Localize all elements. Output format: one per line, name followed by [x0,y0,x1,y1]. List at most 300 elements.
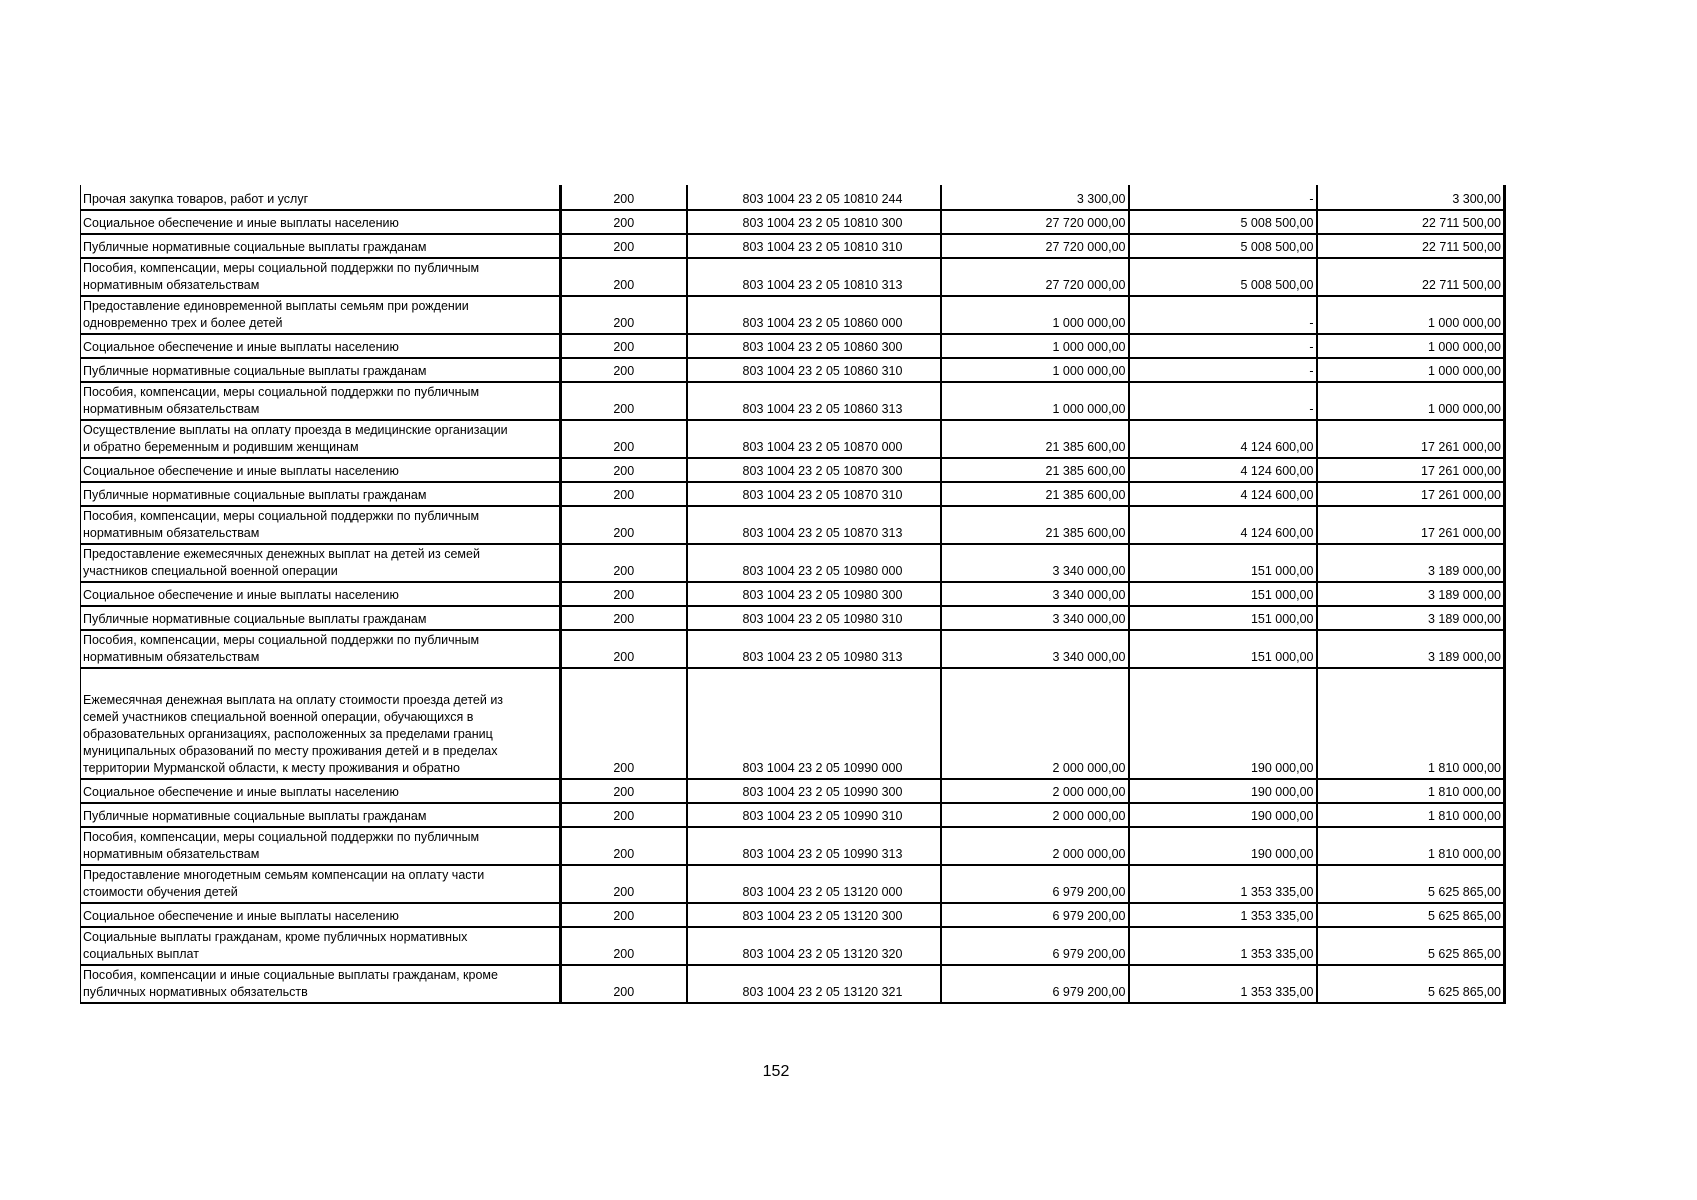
row-plan-amount-text: 6 979 200,00 [1052,947,1126,961]
row-executed-amount [1129,506,1317,544]
row-remaining-amount [1317,827,1505,865]
row-kbk [687,420,941,458]
row-remaining-amount [1317,458,1505,482]
row-plan-amount-text: 2 000 000,00 [1052,809,1126,823]
row-code [561,210,687,234]
row-code [561,382,687,420]
row-code-text: 200 [613,985,635,999]
row-remaining-amount-text: 22 711 500,00 [1421,240,1501,254]
row-plan-amount [941,358,1129,382]
row-executed-amount [1129,258,1317,296]
row-plan-amount [941,382,1129,420]
row-kbk [687,234,941,258]
row-name [81,420,561,458]
row-executed-amount-text: - [1309,364,1314,378]
row-plan-amount-text: 1 000 000,00 [1052,364,1126,378]
row-code-text: 200 [613,216,635,230]
row-plan-amount-text: 2 000 000,00 [1052,761,1126,775]
row-remaining-amount [1317,382,1505,420]
table-row [81,334,1505,358]
row-executed-amount [1129,606,1317,630]
row-name [81,185,561,210]
row-code-text: 200 [613,761,635,775]
row-executed-amount-text: 1 353 335,00 [1240,909,1314,923]
row-name-text: Публичные нормативные социальные выплаты гражданам [83,364,427,378]
table-row [81,296,1505,334]
row-executed-amount-text: 190 000,00 [1250,809,1314,823]
row-name [81,544,561,582]
row-executed-amount [1129,927,1317,965]
row-remaining-amount-text: 3 189 000,00 [1428,564,1501,578]
row-plan-amount [941,630,1129,668]
row-kbk [687,506,941,544]
row-kbk-text: 803 1004 23 2 05 10980 313 [742,650,903,664]
row-code-text: 200 [613,316,635,330]
row-executed-amount [1129,827,1317,865]
row-kbk-text: 803 1004 23 2 05 10860 310 [742,364,903,378]
row-remaining-amount [1317,965,1505,1003]
row-kbk [687,779,941,803]
row-kbk-text: 803 1004 23 2 05 10990 313 [742,847,903,861]
row-plan-amount-text: 21 385 600,00 [1045,526,1126,540]
row-plan-amount [941,827,1129,865]
table-row [81,382,1505,420]
row-plan-amount [941,779,1129,803]
row-executed-amount [1129,234,1317,258]
row-kbk-text: 803 1004 23 2 05 10980 300 [742,588,903,602]
row-remaining-amount-text: 3 189 000,00 [1428,588,1501,602]
table-row [81,234,1505,258]
row-kbk-text: 803 1004 23 2 05 10870 300 [742,464,903,478]
row-executed-amount-text: 1 353 335,00 [1240,885,1314,899]
row-code-text: 200 [613,440,635,454]
row-executed-amount [1129,582,1317,606]
row-code [561,779,687,803]
row-kbk [687,582,941,606]
table-row [81,458,1505,482]
table-row [81,965,1505,1003]
row-executed-amount-text: 190 000,00 [1250,761,1314,775]
row-kbk-text: 803 1004 23 2 05 13120 300 [742,909,903,923]
row-remaining-amount [1317,185,1505,210]
row-name [81,258,561,296]
row-name-text: Публичные нормативные социальные выплаты гражданам [83,612,427,626]
row-remaining-amount [1317,630,1505,668]
row-code-text: 200 [613,588,635,602]
row-executed-amount [1129,458,1317,482]
table-row [81,482,1505,506]
row-remaining-amount [1317,544,1505,582]
row-executed-amount-text: - [1309,402,1314,416]
row-executed-amount-text: 5 008 500,00 [1240,216,1314,230]
row-kbk [687,803,941,827]
row-code [561,927,687,965]
row-executed-amount-text: 190 000,00 [1250,847,1314,861]
row-code [561,258,687,296]
row-name [81,865,561,903]
row-name-text: Предоставление многодетным семьям компенсации на оплату части стоимости обучения детей [83,868,485,899]
row-remaining-amount-text: 1 000 000,00 [1428,402,1501,416]
row-executed-amount-text: - [1309,340,1314,354]
table-row [81,506,1505,544]
row-executed-amount [1129,185,1317,210]
table-row [81,903,1505,927]
row-name [81,630,561,668]
table-row [81,630,1505,668]
row-kbk-text: 803 1004 23 2 05 10980 000 [742,564,903,578]
row-plan-amount-text: 3 340 000,00 [1052,612,1126,626]
row-code-text: 200 [613,526,635,540]
page-number: 152 [762,1063,790,1080]
row-plan-amount-text: 1 000 000,00 [1052,340,1126,354]
row-plan-amount-text: 6 979 200,00 [1052,885,1126,899]
row-code [561,668,687,779]
table-body [81,185,1505,1003]
row-name-text: Социальное обеспечение и иные выплаты населению [83,340,399,354]
row-remaining-amount [1317,803,1505,827]
row-plan-amount-text: 27 720 000,00 [1045,216,1126,230]
row-plan-amount [941,506,1129,544]
row-executed-amount-text: - [1309,192,1314,206]
row-plan-amount-text: 6 979 200,00 [1052,985,1126,999]
row-kbk-text: 803 1004 23 2 05 10990 000 [742,761,903,775]
row-kbk-text: 803 1004 23 2 05 10870 313 [742,526,903,540]
table-row [81,544,1505,582]
row-plan-amount [941,903,1129,927]
row-executed-amount-text: 1 353 335,00 [1240,947,1314,961]
table-row [81,779,1505,803]
row-code [561,334,687,358]
row-name [81,506,561,544]
row-name-text: Пособия, компенсации, меры социальной поддержки по публичным нормативным обязательствам [83,261,480,292]
row-kbk [687,358,941,382]
row-code-text: 200 [613,885,635,899]
table-row [81,210,1505,234]
row-plan-amount-text: 3 340 000,00 [1052,564,1126,578]
row-plan-amount [941,544,1129,582]
table-row [81,420,1505,458]
row-remaining-amount-text: 22 711 500,00 [1421,278,1501,292]
row-executed-amount-text: - [1309,316,1314,330]
row-remaining-amount-text: 1 000 000,00 [1428,364,1501,378]
row-code [561,827,687,865]
row-code [561,458,687,482]
row-kbk-text: 803 1004 23 2 05 13120 000 [742,885,903,899]
row-kbk-text: 803 1004 23 2 05 10990 310 [742,809,903,823]
row-remaining-amount-text: 1 000 000,00 [1428,340,1501,354]
table-row [81,668,1505,779]
row-plan-amount [941,334,1129,358]
row-code-text: 200 [613,809,635,823]
row-code [561,606,687,630]
row-executed-amount [1129,668,1317,779]
row-kbk-text: 803 1004 23 2 05 10870 000 [742,440,903,454]
row-remaining-amount-text: 1 810 000,00 [1428,761,1501,775]
row-remaining-amount [1317,927,1505,965]
row-remaining-amount-text: 3 189 000,00 [1428,650,1501,664]
row-executed-amount-text: 4 124 600,00 [1240,440,1314,454]
table-row [81,582,1505,606]
table-row [81,803,1505,827]
row-code [561,865,687,903]
row-name [81,803,561,827]
row-plan-amount [941,482,1129,506]
row-plan-amount-text: 1 000 000,00 [1052,316,1126,330]
row-code-text: 200 [613,364,635,378]
row-executed-amount-text: 151 000,00 [1250,650,1314,664]
row-name [81,382,561,420]
row-kbk-text: 803 1004 23 2 05 13120 320 [742,947,903,961]
row-plan-amount-text: 21 385 600,00 [1045,440,1126,454]
row-name-text: Публичные нормативные социальные выплаты гражданам [83,240,427,254]
row-plan-amount [941,296,1129,334]
row-plan-amount-text: 3 340 000,00 [1052,650,1126,664]
row-remaining-amount-text: 17 261 000,00 [1421,464,1501,478]
row-code-text: 200 [613,240,635,254]
row-executed-amount-text: 151 000,00 [1250,612,1314,626]
row-plan-amount [941,965,1129,1003]
row-plan-amount [941,258,1129,296]
row-kbk-text: 803 1004 23 2 05 10860 300 [742,340,903,354]
row-name [81,668,561,779]
row-name-text: Ежемесячная денежная выплата на оплату стоимости проезда детей из семей участников специальной военной операции, обучающихся в образовательных организациях, расположенных за пределами границ муниципальных образований по месту проживания детей и в пределах территории Мурманской области, к месту проживания и обратно [83,693,504,775]
row-executed-amount [1129,420,1317,458]
row-kbk-text: 803 1004 23 2 05 10810 244 [742,192,903,206]
row-remaining-amount-text: 1 810 000,00 [1428,809,1501,823]
row-name-text: Социальное обеспечение и иные выплаты населению [83,909,399,923]
row-remaining-amount [1317,296,1505,334]
row-plan-amount-text: 2 000 000,00 [1052,785,1126,799]
row-code-text: 200 [613,464,635,478]
row-remaining-amount-text: 17 261 000,00 [1421,488,1501,502]
row-code [561,420,687,458]
row-plan-amount [941,803,1129,827]
row-executed-amount [1129,296,1317,334]
row-name [81,927,561,965]
row-remaining-amount [1317,420,1505,458]
row-executed-amount [1129,334,1317,358]
row-code-text: 200 [613,650,635,664]
row-kbk-text: 803 1004 23 2 05 10860 313 [742,402,903,416]
row-code-text: 200 [613,947,635,961]
row-name [81,334,561,358]
row-executed-amount [1129,779,1317,803]
row-remaining-amount [1317,506,1505,544]
row-kbk [687,296,941,334]
row-executed-amount-text: 5 008 500,00 [1240,278,1314,292]
row-code [561,482,687,506]
row-name-text: Социальное обеспечение и иные выплаты населению [83,785,399,799]
row-kbk [687,258,941,296]
row-plan-amount-text: 6 979 200,00 [1052,909,1126,923]
row-plan-amount [941,865,1129,903]
row-plan-amount [941,668,1129,779]
row-name-text: Предоставление ежемесячных денежных выплат на детей из семей участников специальной военной операции [83,547,480,578]
row-code [561,358,687,382]
row-name-text: Пособия, компенсации и иные социальные выплаты гражданам, кроме публичных нормативных обязательств [83,968,498,999]
row-kbk [687,827,941,865]
row-kbk [687,865,941,903]
row-name-text: Осуществление выплаты на оплату проезда в медицинские организации и обратно беременным и родившим женщинам [83,423,508,454]
row-executed-amount-text: 4 124 600,00 [1240,464,1314,478]
row-name [81,458,561,482]
row-name [81,296,561,334]
budget-table [80,185,1506,1004]
row-executed-amount [1129,358,1317,382]
row-remaining-amount-text: 22 711 500,00 [1421,216,1501,230]
row-kbk-text: 803 1004 23 2 05 10810 310 [742,240,903,254]
row-remaining-amount [1317,903,1505,927]
row-executed-amount-text: 4 124 600,00 [1240,526,1314,540]
row-code [561,234,687,258]
row-remaining-amount [1317,482,1505,506]
row-kbk-text: 803 1004 23 2 05 10980 310 [742,612,903,626]
row-remaining-amount [1317,234,1505,258]
row-kbk [687,927,941,965]
row-executed-amount-text: 190 000,00 [1250,785,1314,799]
row-name-text: Социальное обеспечение и иные выплаты населению [83,464,399,478]
row-remaining-amount [1317,779,1505,803]
row-executed-amount [1129,630,1317,668]
row-kbk [687,903,941,927]
table-row [81,865,1505,903]
row-code-text: 200 [613,278,635,292]
row-code [561,506,687,544]
row-remaining-amount-text: 1 810 000,00 [1428,785,1501,799]
row-plan-amount-text: 1 000 000,00 [1052,402,1126,416]
row-executed-amount [1129,210,1317,234]
row-kbk-text: 803 1004 23 2 05 10860 000 [742,316,903,330]
row-kbk-text: 803 1004 23 2 05 10870 310 [742,488,903,502]
row-name [81,358,561,382]
row-remaining-amount [1317,668,1505,779]
row-remaining-amount [1317,210,1505,234]
row-code [561,903,687,927]
row-name-text: Публичные нормативные социальные выплаты гражданам [83,488,427,502]
row-remaining-amount-text: 3 300,00 [1452,192,1501,206]
row-kbk [687,185,941,210]
row-code-text: 200 [613,564,635,578]
row-name [81,606,561,630]
row-remaining-amount-text: 5 625 865,00 [1428,947,1501,961]
row-executed-amount-text: 151 000,00 [1250,564,1314,578]
row-remaining-amount-text: 5 625 865,00 [1428,909,1501,923]
table-row [81,358,1505,382]
table-row [81,258,1505,296]
row-name [81,482,561,506]
row-name-text: Социальные выплаты гражданам, кроме публичных нормативных социальных выплат [83,930,468,961]
row-code-text: 200 [613,340,635,354]
row-name [81,965,561,1003]
row-code [561,582,687,606]
row-code-text: 200 [613,488,635,502]
row-kbk-text: 803 1004 23 2 05 10810 300 [742,216,903,230]
row-plan-amount [941,185,1129,210]
row-remaining-amount-text: 3 189 000,00 [1428,612,1501,626]
row-plan-amount-text: 27 720 000,00 [1045,240,1126,254]
row-executed-amount [1129,903,1317,927]
row-executed-amount [1129,482,1317,506]
table-row [81,606,1505,630]
row-name-text: Предоставление единовременной выплаты семьям при рождении одновременно трех и более детей [83,299,469,330]
row-code [561,803,687,827]
row-kbk [687,382,941,420]
row-executed-amount [1129,382,1317,420]
row-name-text: Пособия, компенсации, меры социальной поддержки по публичным нормативным обязательствам [83,509,480,540]
table-row [81,185,1505,210]
row-name-text: Пособия, компенсации, меры социальной поддержки по публичным нормативным обязательствам [83,633,480,664]
table-row [81,827,1505,865]
row-name-text: Пособия, компенсации, меры социальной поддержки по публичным нормативным обязательствам [83,385,480,416]
row-remaining-amount [1317,606,1505,630]
row-plan-amount-text: 3 300,00 [1076,192,1126,206]
row-name-text: Публичные нормативные социальные выплаты гражданам [83,809,427,823]
row-plan-amount [941,234,1129,258]
row-kbk [687,606,941,630]
row-code-text: 200 [613,612,635,626]
row-code-text: 200 [613,909,635,923]
row-plan-amount-text: 21 385 600,00 [1045,488,1126,502]
row-executed-amount [1129,544,1317,582]
row-remaining-amount [1317,258,1505,296]
row-code-text: 200 [613,847,635,861]
row-plan-amount [941,458,1129,482]
row-name-text: Прочая закупка товаров, работ и услуг [83,192,309,206]
row-code [561,630,687,668]
row-remaining-amount-text: 5 625 865,00 [1428,885,1501,899]
row-plan-amount-text: 2 000 000,00 [1052,847,1126,861]
table-row [81,927,1505,965]
row-name [81,234,561,258]
row-remaining-amount-text: 17 261 000,00 [1421,440,1501,454]
row-remaining-amount-text: 1 000 000,00 [1428,316,1501,330]
row-plan-amount [941,606,1129,630]
row-code [561,185,687,210]
row-remaining-amount-text: 1 810 000,00 [1428,847,1501,861]
row-remaining-amount-text: 5 625 865,00 [1428,985,1501,999]
row-name-text: Социальное обеспечение и иные выплаты населению [83,216,399,230]
row-code [561,544,687,582]
row-executed-amount [1129,965,1317,1003]
row-kbk-text: 803 1004 23 2 05 13120 321 [742,985,903,999]
row-plan-amount-text: 3 340 000,00 [1052,588,1126,602]
row-code-text: 200 [613,402,635,416]
row-executed-amount-text: 4 124 600,00 [1240,488,1314,502]
row-executed-amount [1129,803,1317,827]
row-plan-amount-text: 27 720 000,00 [1045,278,1126,292]
row-name [81,210,561,234]
row-remaining-amount-text: 17 261 000,00 [1421,526,1501,540]
row-name [81,827,561,865]
row-remaining-amount [1317,582,1505,606]
row-kbk [687,458,941,482]
row-remaining-amount [1317,334,1505,358]
row-kbk [687,630,941,668]
row-name-text: Социальное обеспечение и иные выплаты населению [83,588,399,602]
row-executed-amount [1129,865,1317,903]
row-plan-amount [941,582,1129,606]
row-kbk-text: 803 1004 23 2 05 10990 300 [742,785,903,799]
row-name [81,582,561,606]
row-kbk [687,668,941,779]
row-name [81,779,561,803]
row-name-text: Пособия, компенсации, меры социальной поддержки по публичным нормативным обязательствам [83,830,480,861]
row-name [81,903,561,927]
row-executed-amount-text: 5 008 500,00 [1240,240,1314,254]
row-code [561,965,687,1003]
row-kbk [687,334,941,358]
row-kbk-text: 803 1004 23 2 05 10810 313 [742,278,903,292]
